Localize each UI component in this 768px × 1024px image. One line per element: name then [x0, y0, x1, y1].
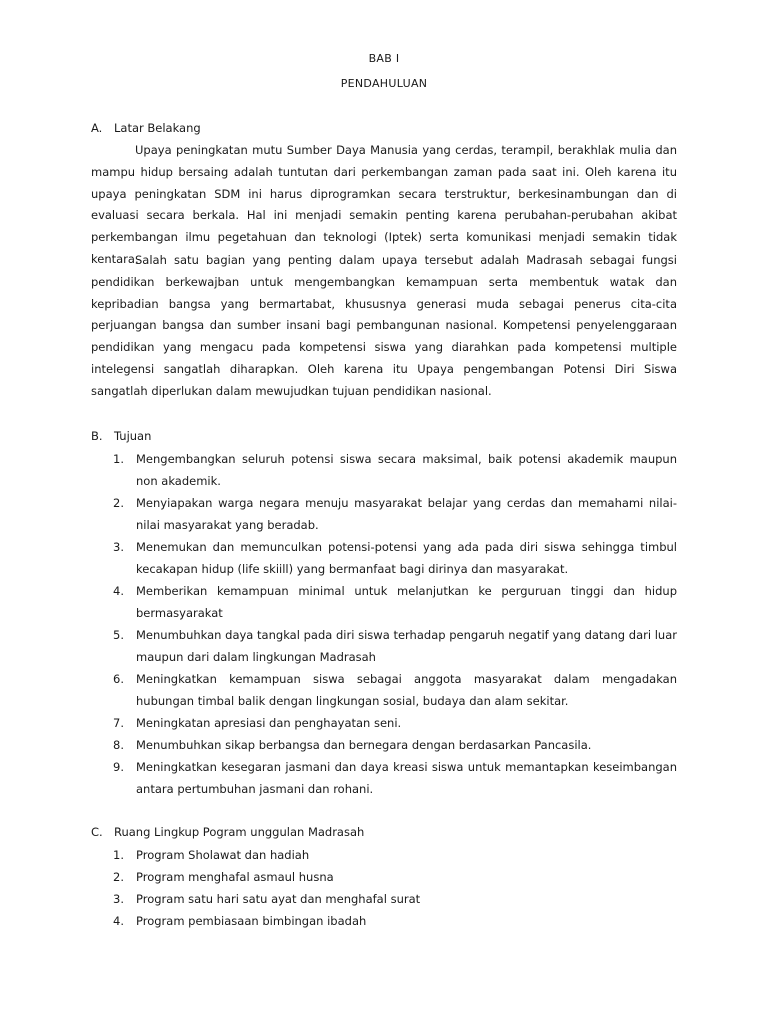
- list-item: [91, 580, 677, 624]
- section-b-letter: B.: [91, 429, 103, 443]
- list-item-number: 2.: [113, 496, 124, 510]
- list-item: [91, 888, 677, 910]
- list-item: [91, 844, 677, 866]
- list-item-text: Menemukan dan memunculkan potensi-potensi yang ada pada diri siswa sehingga timbul kecakapan hidup (life skiill) yang bermanfaat bagi dirinya dan masyarakat.: [136, 540, 677, 576]
- list-item-text: Meningkatkan kesegaran jasmani dan daya kreasi siswa untuk memantapkan keseimbangan antara pertumbuhan jasmani dan rohani.: [136, 760, 677, 796]
- list-item-text: Menyiapakan warga negara menuju masyarakat belajar yang cerdas dan memahami nilai-nilai masyarakat yang beradab.: [136, 496, 677, 532]
- list-item: [91, 448, 677, 492]
- section-c-heading: [91, 825, 364, 839]
- section-c-letter: C.: [91, 825, 103, 839]
- list-item-number: 1.: [113, 848, 124, 862]
- list-item-text: Memberikan kemampuan minimal untuk melanjutkan ke perguruan tinggi dan hidup bermasyarakat: [136, 584, 677, 620]
- section-b-title: Tujuan: [114, 429, 152, 443]
- list-item-text: Program satu hari satu ayat dan menghafal surat: [136, 892, 421, 906]
- tujuan-list: [91, 448, 677, 800]
- list-item-text: Mengembangkan seluruh potensi siswa secara maksimal, baik potensi akademik maupun non akademik.: [136, 452, 677, 488]
- list-item-text: Program menghafal asmaul husna: [136, 870, 334, 884]
- list-item: [91, 734, 677, 756]
- list-item-text: Menumbuhkan daya tangkal pada diri siswa terhadap pengaruh negatif yang datang dari luar maupun dari dalam lingkungan Madrasah: [136, 628, 677, 664]
- list-item: [91, 866, 677, 888]
- list-item-text: Program Sholawat dan hadiah: [136, 848, 310, 862]
- list-item-number: 6.: [113, 672, 124, 686]
- section-a-paragraph-1: Upaya peningkatan mutu Sumber Daya Manusia yang cerdas, terampil, berakhlak mulia dan mampu hidup bersaing adalah tuntutan dari perkembangan zaman pada saat ini. Oleh karena itu upaya peningkatan SDM ini harus diprogramkan secara terstruktur, berkesinambungan dan di evaluasi secara berkala. Hal ini menjadi semakin penting karena perubahan-perubahan akibat perkembangan ilmu pegetahuan dan teknologi (Iptek) serta komunikasi menjadi semakin tidak kentara.: [91, 143, 677, 266]
- list-item: [91, 910, 677, 932]
- list-item-number: 4.: [113, 914, 124, 928]
- chapter-title: BAB I: [368, 52, 400, 65]
- section-a-heading: [91, 121, 201, 135]
- list-item-text: Meningkatan apresiasi dan penghayatan seni.: [136, 716, 402, 730]
- list-item: [91, 756, 677, 800]
- list-item-text: Meningkatkan kemampuan siswa sebagai anggota masyarakat dalam mengadakan hubungan timbal balik dengan lingkungan sosial, budaya dan alam sekitar.: [136, 672, 677, 708]
- chapter-subtitle: PENDAHULUAN: [340, 77, 428, 90]
- list-item: [91, 492, 677, 536]
- list-item-number: 1.: [113, 452, 124, 466]
- list-item-number: 9.: [113, 760, 124, 774]
- section-c-title: Ruang Lingkup Pogram unggulan Madrasah: [114, 825, 365, 839]
- list-item-number: 7.: [113, 716, 124, 730]
- list-item-number: 5.: [113, 628, 124, 642]
- list-item-number: 3.: [113, 892, 124, 906]
- list-item-number: 2.: [113, 870, 124, 884]
- section-a-paragraph-2: Salah satu bagian yang penting dalam upaya tersebut adalah Madrasah sebagai fungsi pendidikan berkewajban untuk mengembangkan kemampuan serta membentuk watak dan kepribadian bangsa yang bermartabat, khususnya generasi muda sebagai penerus cita-cita perjuangan bangsa dan sumber insani bagi pembangunan nasional. Kompetensi penyelenggaraan pendidikan yang mengacu pada kompetensi siswa yang diarahkan pada kompetensi multiple intelegensi sangatlah diharapkan. Oleh karena itu Upaya pengembangan Potensi Diri Siswa sangatlah diperlukan dalam mewujudkan tujuan pendidikan nasional.: [91, 253, 677, 398]
- list-item-number: 8.: [113, 738, 124, 752]
- section-a-title: Latar Belakang: [114, 121, 201, 135]
- section-a-letter: A.: [91, 121, 103, 135]
- section-b-heading: [91, 429, 151, 443]
- list-item: [91, 624, 677, 668]
- list-item: [91, 536, 677, 580]
- program-list: [91, 844, 677, 932]
- list-item-text: Menumbuhkan sikap berbangsa dan bernegara dengan berdasarkan Pancasila.: [136, 738, 592, 752]
- list-item-number: 4.: [113, 584, 124, 598]
- list-item: [91, 668, 677, 712]
- list-item: [91, 712, 677, 734]
- list-item-number: 3.: [113, 540, 124, 554]
- list-item-text: Program pembiasaan bimbingan ibadah: [136, 914, 367, 928]
